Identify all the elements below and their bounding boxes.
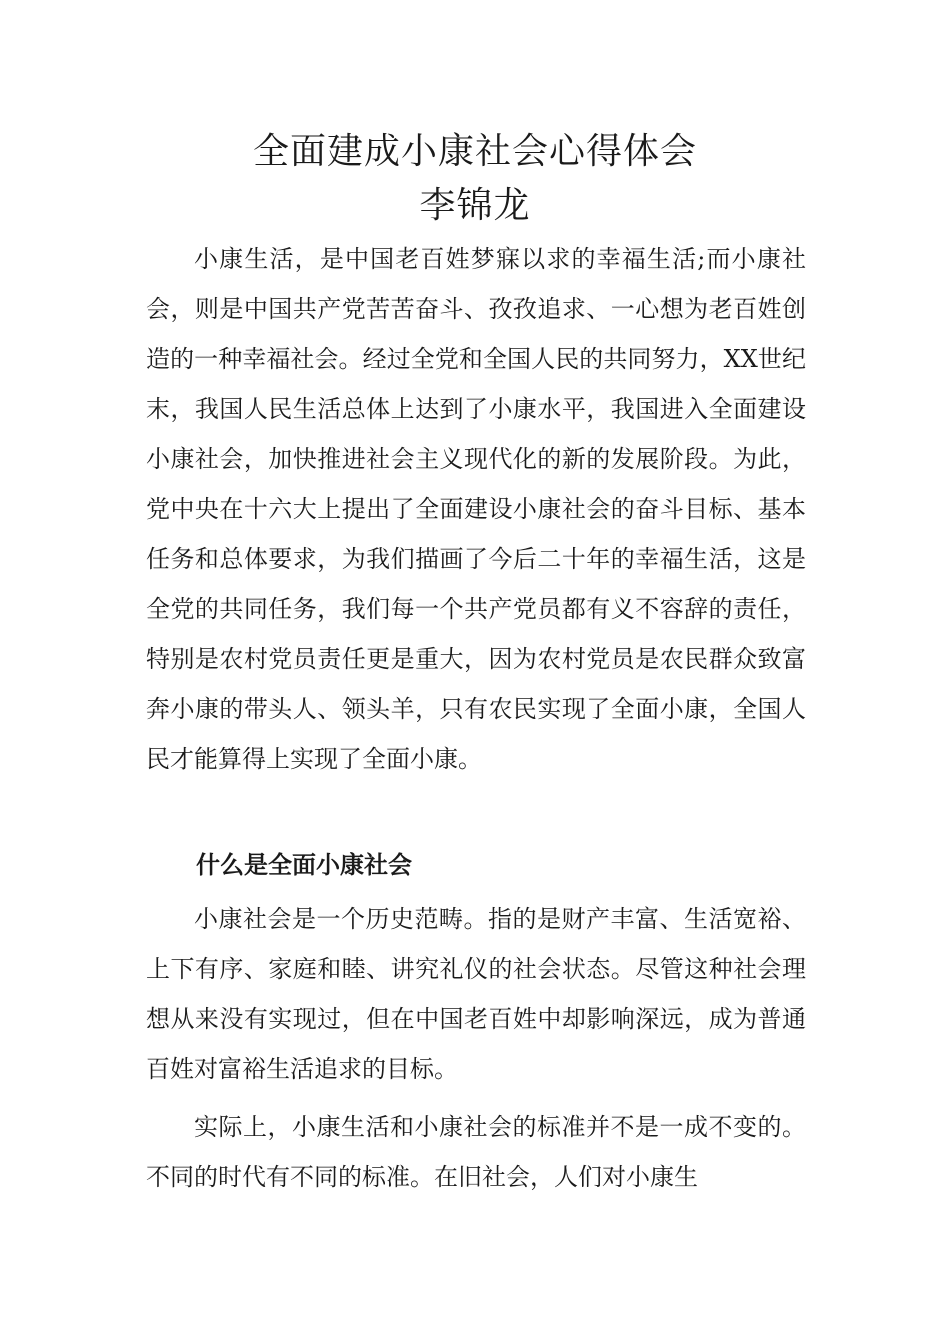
- document-title: 全面建成小康社会心得体会: [252, 131, 697, 172]
- document-author: 李锦龙: [419, 185, 531, 226]
- paragraph-standards: 实际上，小康生活和小康社会的标准并不是一成不变的。不同的时代有不同的标准。在旧社会，人们对小康生: [146, 1113, 806, 1191]
- paragraph-definition: 小康社会是一个历史范畴。指的是财产丰富、生活宽裕、上下有序、家庭和睦、讲究礼仪的社会状态。尽管这种社会理想从来没有实现过，但在中国老百姓中却影响深远，成为普通百姓对富裕生活追求的目标。: [146, 905, 806, 1083]
- paragraph-intro: 小康生活，是中国老百姓梦寐以求的幸福生活;而小康社会，则是中国共产党苦苦奋斗、孜孜追求、一心想为老百姓创造的一种幸福社会。经过全党和全国人民的共同努力，XX世纪末，我国人民生活总体上达到了小康水平，我国进入全面建设小康社会，加快推进社会主义现代化的新的发展阶段。为此，党中央在十六大上提出了全面建设小康社会的奋斗目标、基本任务和总体要求，为我们描画了今后二十年的幸福生活，这是全党的共同任务，我们每一个共产党员都有义不容辞的责任，特别是农村党员责任更是重大，因为农村党员是农民群众致富奔小康的带头人、领头羊，只有农民实现了全面小康，全国人民才能算得上实现了全面小康。: [146, 245, 806, 773]
- section-heading: 什么是全面小康社会: [196, 851, 412, 879]
